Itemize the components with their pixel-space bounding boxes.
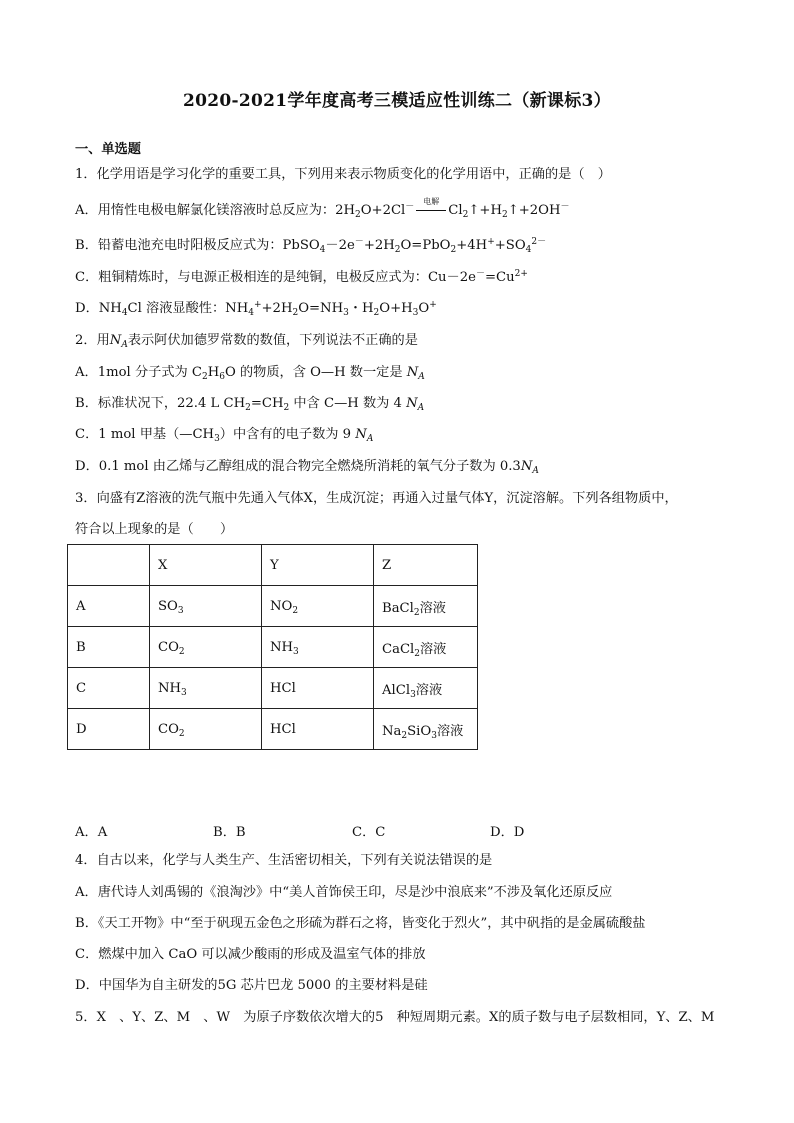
table-cell: HCl: [262, 709, 374, 750]
table-cell: BaCl$_2$溶液: [374, 586, 478, 627]
q3-option-c: C．C: [352, 825, 386, 840]
q1-option-c: C．粗铜精炼时，与电源正极相连的是纯铜，电极反应式为：$Cu-2e^-=Cu^{2+}$: [75, 269, 528, 285]
table-header-cell: X: [150, 545, 262, 586]
q3-table: [67, 544, 478, 750]
q2-option-a: A．1mol 分子式为 $C_2H_6O$ 的物质，含 O—H 数一定是 $N_A$: [75, 365, 425, 382]
q4-option-b: B．《天工开物》中“至于矾现五金色之形硫为群石之将，皆变化于烈火”，其中矾指的是金属硫酸盐: [75, 916, 646, 931]
table-header-cell: Z: [374, 545, 478, 586]
table-cell: A: [68, 586, 150, 627]
q1-option-d: D．$NH_4Cl$ 溶液显酸性：$NH_4^++2H_2O=NH_3$・$H_2O+H_3O^+$: [75, 300, 437, 318]
table-cell: $Na_2SiO_3$溶液: [374, 709, 478, 750]
page-title: 2020-2021学年度高考三模适应性训练二（新课标3）: [183, 91, 611, 111]
table-cell: $SO_3$: [150, 586, 262, 627]
q5-stem: 5．X 、Y、Z、M 、W 为原子序数依次增大的5 种短周期元素。X的质子数与电子层数相同，Y、Z、M: [75, 1010, 715, 1025]
q2-stem: 2．用$N_A$表示阿伏加德罗常数的数值，下列说法不正确的是: [75, 333, 418, 350]
table-header-row: [68, 545, 478, 586]
q4-stem: 4．自古以来，化学与人类生产、生活密切相关，下列有关说法错误的是: [75, 853, 493, 868]
table-row: [68, 668, 478, 709]
table-cell: AlCl$_3$溶液: [374, 668, 478, 709]
q2-option-d: D．0.1 mol 由乙烯与乙醇组成的混合物完全燃烧所消耗的氧气分子数为 $0.3N_A$: [75, 459, 539, 476]
q1-option-b: B．铅蓄电池充电时阳极反应式为：$PbSO_4-2e^-+2H_2O=PbO_2+4H^++SO_4^{2-}$: [75, 237, 547, 255]
q3-option-b: B．B: [213, 825, 246, 840]
q3-option-a: A．A: [75, 825, 108, 840]
table-cell: C: [68, 668, 150, 709]
table-cell: $CO_2$: [150, 709, 262, 750]
table-cell: D: [68, 709, 150, 750]
q2-option-b: B．标准状况下，22.4 L $CH_2=CH_2$ 中含 C—H 数为 4 $N_A$: [75, 396, 425, 413]
q3-option-d: D．D: [490, 825, 525, 840]
table-cell: B: [68, 627, 150, 668]
table-row: [68, 586, 478, 627]
table-cell: $NH_3$: [262, 627, 374, 668]
table-row: [68, 709, 478, 750]
q1-option-a: A．用惰性电极电解氯化镁溶液时总反应为：$2H_2O+2Cl^-$ 电解 $Cl_2↑+H_2↑+2OH^-$: [75, 197, 570, 220]
table-header-cell: [68, 545, 150, 586]
q3-stem-line1: 3．向盛有Z溶液的洗气瓶中先通入气体X，生成沉淀；再通入过量气体Y，沉淀溶解。下列各组物质中，: [75, 491, 678, 506]
table-cell: $NO_2$: [262, 586, 374, 627]
electrolysis-arrow: 电解: [414, 202, 448, 220]
q4-option-d: D．中国华为自主研发的5G 芯片巴龙 5000 的主要材料是硅: [75, 978, 428, 993]
q1-stem: 1．化学用语是学习化学的重要工具，下列用来表示物质变化的化学用语中，正确的是（ ）: [75, 167, 611, 182]
table-row: [68, 627, 478, 668]
q4-option-a: A．唐代诗人刘禹锡的《浪淘沙》中“美人首饰侯王印，尽是沙中浪底来”不涉及氧化还原反应: [75, 885, 613, 900]
section-heading: 一、单选题: [75, 142, 141, 157]
table-header-cell: Y: [262, 545, 374, 586]
table-cell: $CO_2$: [150, 627, 262, 668]
q2-option-c: C．1 mol 甲基$(—CH_3)$中含有的电子数为 9 $N_A$: [75, 427, 374, 444]
q4-option-c: C．燃煤中加入 CaO 可以减少酸雨的形成及温室气体的排放: [75, 947, 426, 962]
table-cell: HCl: [262, 668, 374, 709]
table-cell: $NH_3$: [150, 668, 262, 709]
q3-stem-line2: 符合以上现象的是（ ）: [75, 522, 234, 537]
table-cell: CaCl$_2$溶液: [374, 627, 478, 668]
